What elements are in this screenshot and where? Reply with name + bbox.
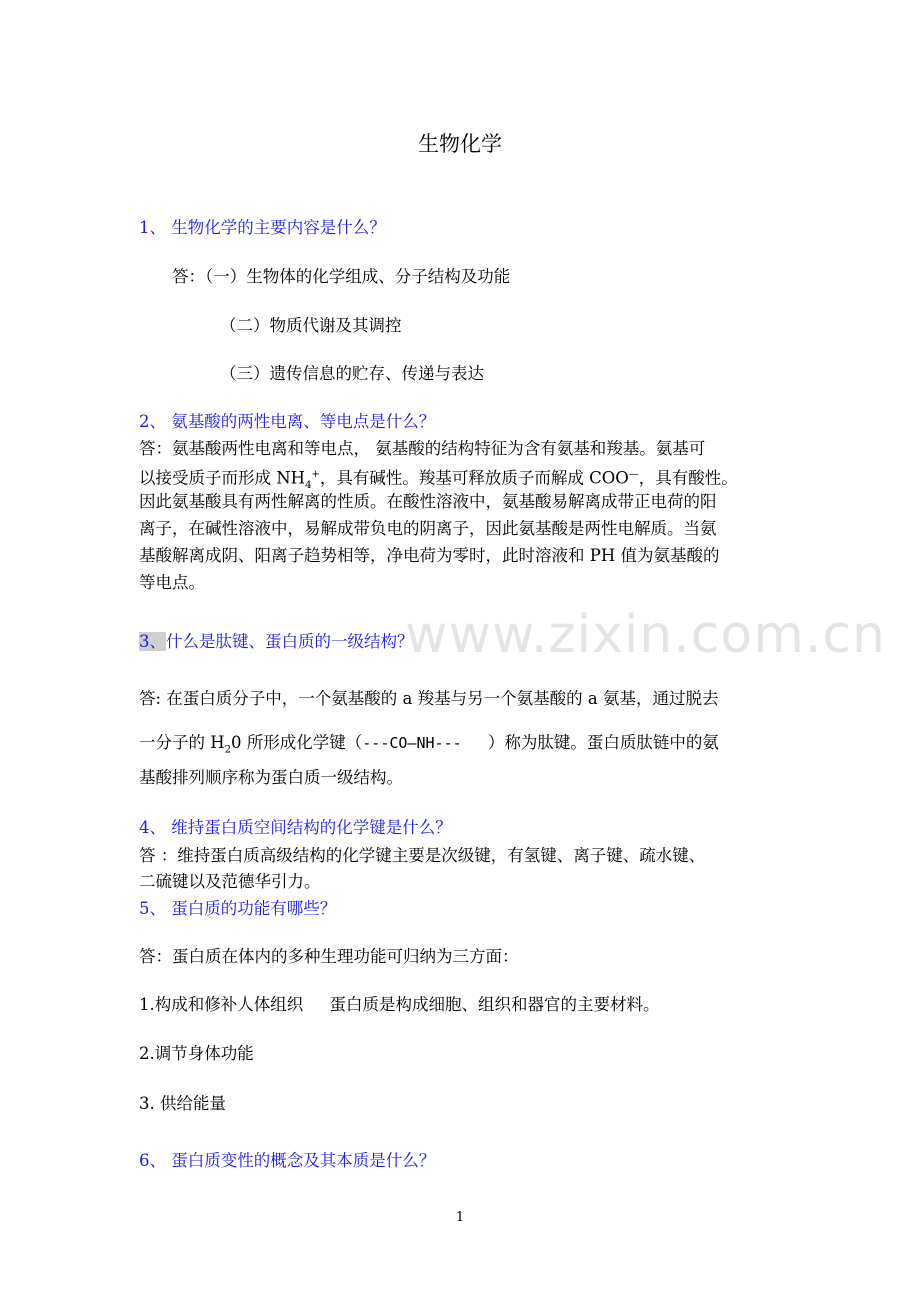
answer-2-line-6: 等电点。	[139, 573, 205, 592]
page-title: 生物化学	[418, 132, 502, 156]
answer-4-line-2: 二硫键以及范德华引力。	[139, 872, 321, 891]
answer-2-line-4: 离子，在碱性溶液中，易解成带负电的阴离子，因此氨基酸是两性电解质。当氨	[139, 519, 717, 538]
question-5: 5、 蛋白质的功能有哪些？	[139, 899, 337, 918]
question-2: 2、 氨基酸的两性电离、等电点是什么？	[139, 412, 436, 431]
answer-5-line-4: 3. 供给能量	[139, 1094, 226, 1113]
answer-4-line-1: 答 ：维持蛋白质高级结构的化学键主要是次级键，有氢键、离子键、疏水键、	[139, 846, 706, 865]
answer-1-line-1: 答：（一）生物体的化学组成、分子结构及功能	[172, 267, 511, 286]
question-6: 6、 蛋白质变性的概念及其本质是什么？	[139, 1151, 436, 1170]
question-3-number: 3、	[139, 632, 166, 651]
answer-5-line-3: 2.调节身体功能	[139, 1044, 254, 1063]
answer-3-line-2: 一分子的 $H_20$ 所形成化学键（---CO—NH--- ）称为肽键。蛋白质肽链中的氨	[139, 733, 719, 756]
page-number: 1	[455, 1210, 465, 1225]
question-4: 4、 维持蛋白质空间结构的化学键是什么？	[139, 818, 452, 837]
answer-2-line-2: 以接受质子而形成 $NH_4^+$，具有碱性。羧基可释放质子而解成 COO—，具有酸性。	[139, 468, 738, 491]
answer-2-line-3: 因此氨基酸具有两性解离的性质。在酸性溶液中，氨基酸易解离成带正电荷的阳	[139, 492, 717, 511]
answer-5-line-1: 答：蛋白质在体内的多种生理功能可归纳为三方面：	[139, 947, 519, 966]
question-1: 1、 生物化学的主要内容是什么？	[139, 218, 386, 237]
answer-1-line-3: （三）遗传信息的贮存、传递与表达	[220, 364, 484, 383]
answer-1-line-2: （二）物质代谢及其调控	[220, 316, 402, 335]
watermark: www.zixin.com.cn	[405, 605, 886, 665]
question-3: 3、什么是肽键、蛋白质的一级结构？	[139, 632, 414, 651]
answer-5-line-2: 1.构成和修补人体组织 蛋白质是构成细胞、组织和器官的主要材料。	[139, 995, 660, 1014]
answer-2-line-5: 基酸解离成阴、阳离子趋势相等，净电荷为零时，此时溶液和 PH 值为氨基酸的	[139, 546, 720, 565]
answer-3-line-1: 答: 在蛋白质分子中，一个氨基酸的 a 羧基与另一个氨基酸的 a 氨基，通过脱去	[139, 689, 719, 708]
answer-3-line-3: 基酸排列顺序称为蛋白质一级结构。	[139, 768, 403, 787]
answer-2-line-1: 答：氨基酸两性电离和等电点， 氨基酸的结构特征为含有氨基和羧基。氨基可	[139, 439, 706, 458]
